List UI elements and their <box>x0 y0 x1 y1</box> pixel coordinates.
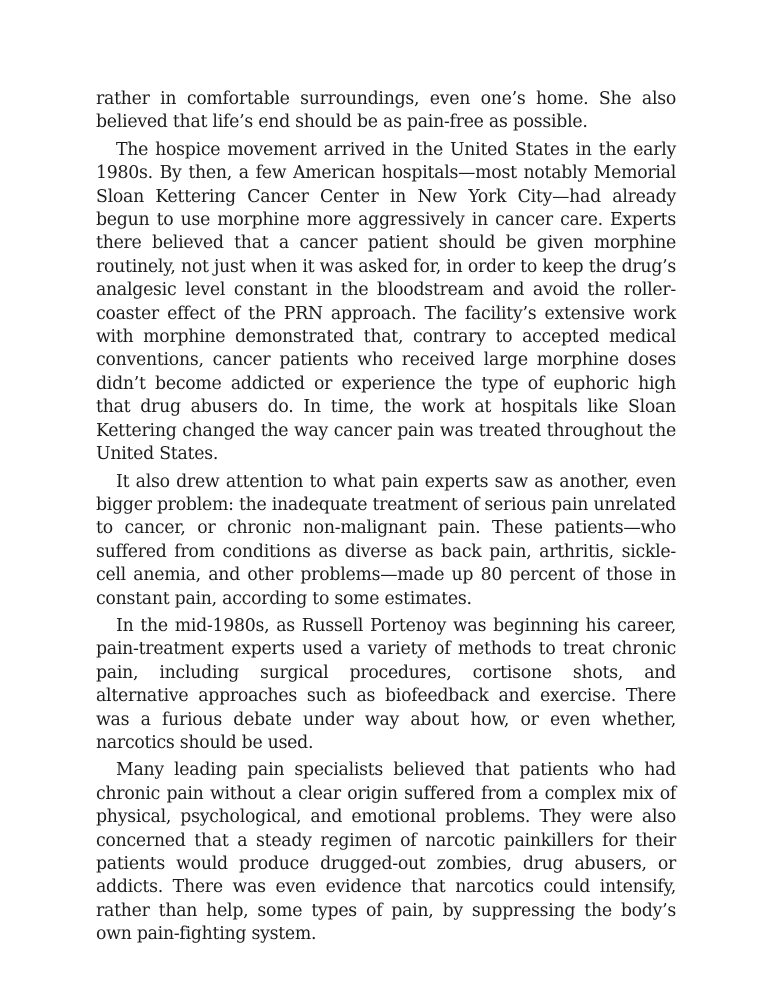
paragraph-mid-1980s-treatment: In the mid-1980s, as Russell Portenoy was beginning his career, pain-treatment experts used a variety of methods to treat chronic pain, including surgical procedures, cortisone shots, and alternative approaches such as biofeedback and exercise. There was a furious debate under way about how, or even whether, narcotics should be used. <box>96 615 676 753</box>
paragraph-continued: rather in comfortable surroundings, even one’s home. She also believed that life’s end should be as pain-free as possible. <box>96 89 676 133</box>
paragraph-specialists-concerns: Many leading pain specialists believed that patients who had chronic pain without a clear origin suffered from a complex mix of physical, psychological, and emotional problems. They were also concerned that a steady regimen of narcotic painkillers for their patients would produce drugged-out zombies, drug abusers, or addicts. There was even evidence that narcotics could intensify, rather than help, some types of pain, by suppressing the body’s own pain-fighting system. <box>96 760 676 945</box>
book-page <box>96 88 676 951</box>
paragraph-chronic-pain-problem: It also drew attention to what pain experts saw as another, even bigger problem: the inadequate treatment of serious pain unrelated to cancer, or chronic non-malignant pain. These patients—who suffered from conditions as diverse as back pain, arthritis, sickle-cell anemia, and other problems—made up 80 percent of those in constant pain, according to some estimates. <box>96 471 676 609</box>
paragraph-hospice-movement: The hospice movement arrived in the United States in the early 1980s. By then, a few American hospitals—most notably Memorial Sloan Kettering Cancer Center in New York City—had already begun to use morphine more aggressively in cancer care. Experts there believed that a cancer patient should be given morphine routinely, not just when it was asked for, in order to keep the drug’s analgesic level constant in the bloodstream and avoid the roller-coaster effect of the PRN approach. The facility’s extensive work with morphine demonstrated that, contrary to accepted medical conventions, cancer patients who received large morphine doses didn’t become addicted or experience the type of euphoric high that drug abusers do. In time, the work at hospitals like Sloan Kettering changed the way cancer pain was treated throughout the United States. <box>96 139 676 465</box>
